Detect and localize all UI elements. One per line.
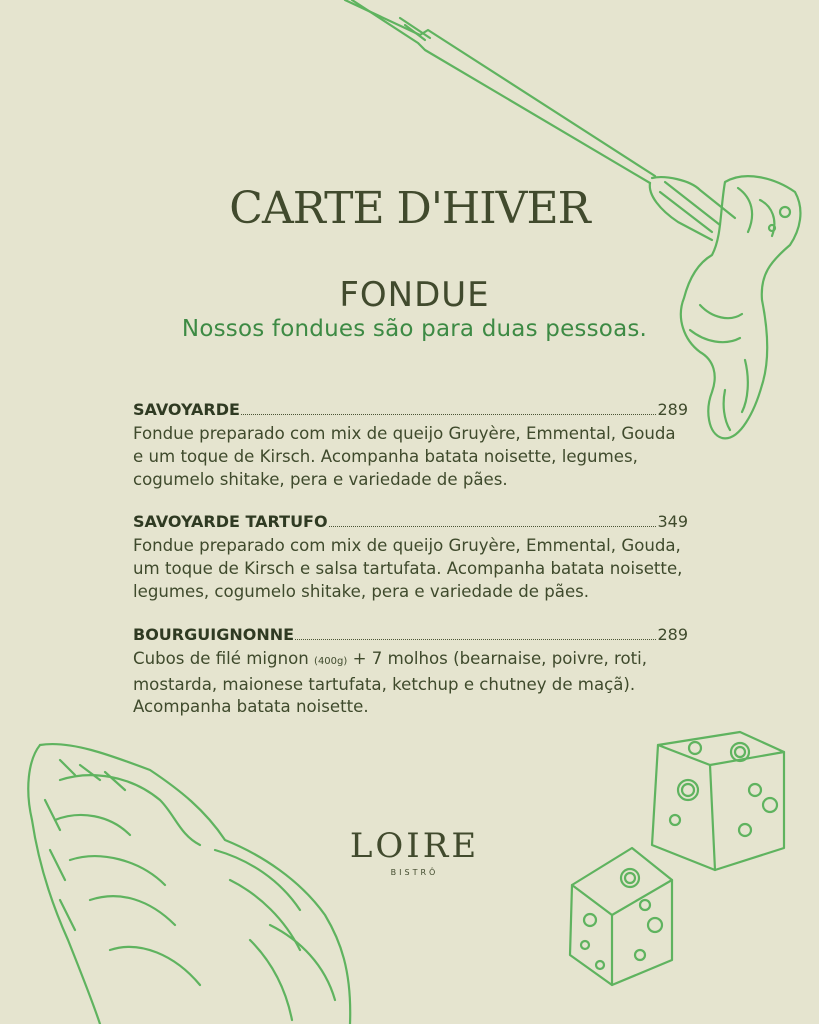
dot-leader (241, 414, 657, 415)
dot-leader (329, 526, 657, 527)
menu-item-header (133, 625, 688, 648)
item-price: 289 (657, 400, 688, 419)
menu-item-header (133, 400, 688, 423)
menu-list (133, 400, 688, 740)
item-name: SAVOYARDE (133, 400, 240, 419)
item-description-text: + 7 molhos (bearnaise, poivre, roti, mostarda, maionese tartufata, ketchup e chutney de maçã). Acompanha batata noisette. (133, 648, 648, 717)
item-weight: (400g) (314, 655, 348, 667)
menu-item (133, 625, 688, 719)
item-price: 289 (657, 624, 688, 644)
item-description-text: Cubos de filé mignon (133, 648, 315, 668)
item-description: Fondue preparado com mix de queijo Gruyère, Emmental, Gouda e um toque de Kirsch. Acompanha batata noisette, legumes, cogumelo shitake, pera e variedade de pães. (133, 424, 676, 489)
brand-logo: LOIRE (349, 826, 480, 866)
menu-item-header (133, 512, 688, 535)
menu-item (133, 512, 688, 603)
brand-subtitle: BISTRÔ (390, 868, 439, 877)
item-description (133, 648, 688, 719)
section-title: FONDUE (339, 275, 490, 315)
item-name: BOURGUIGNONNE (133, 624, 295, 644)
item-description: Fondue preparado com mix de queijo Gruyère, Emmental, Gouda, um toque de Kirsch e salsa tartufata. Acompanha batata noisette, legumes, cogumelo shitake, pera e variedade de pães. (133, 536, 683, 601)
page-title: CARTE D'HIVER (229, 183, 590, 234)
section-subtitle: Nossos fondues são para duas pessoas. (181, 316, 648, 342)
meat-icon (28, 744, 350, 1024)
dot-leader (295, 639, 656, 640)
item-price: 349 (657, 512, 688, 532)
menu-item (133, 400, 688, 491)
item-name: SAVOYARDE TARTUFO (133, 512, 328, 532)
